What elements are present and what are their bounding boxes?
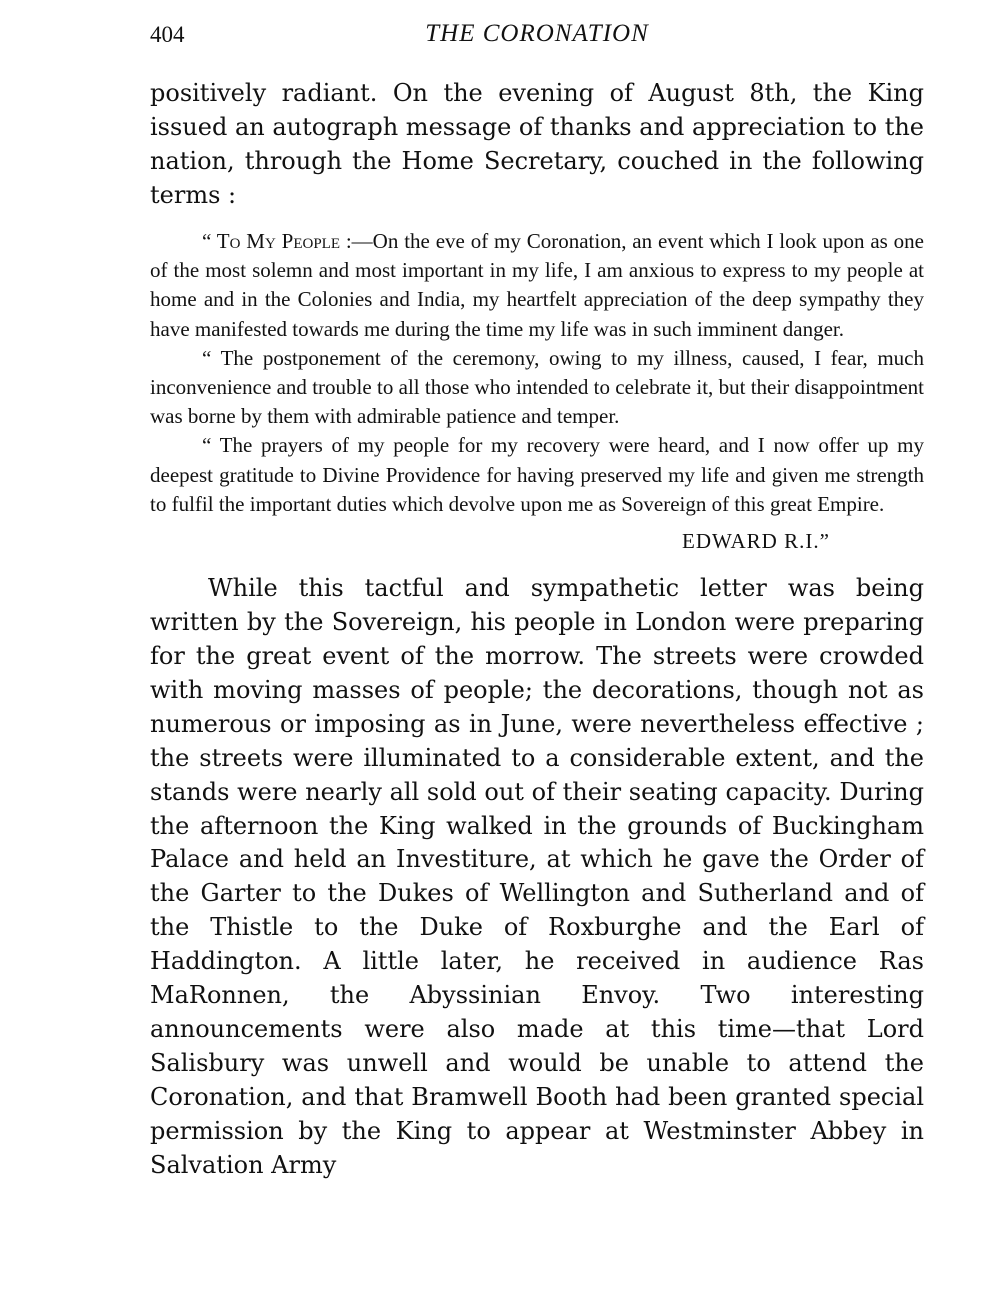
quote-paragraph-1: [150, 227, 924, 344]
running-title: THE CORONATION: [425, 20, 649, 47]
quote-salutation: “ To My People: [202, 229, 340, 253]
intro-paragraph: positively radiant. On the evening of August 8th, the King issued an autograph message of thanks and appreciation to the nation, through the Home Secretary, couched in the following terms :: [150, 79, 924, 209]
quote-paragraph-1-text: :—On the eve of my Coronation, an event which I look upon as one of the most solemn and most important in my life, I am anxious to express to my people at home and in the Colonies and India, my heartfelt appreciation of the deep sympathy they have manifested towards me during the time my life was in such imminent danger.: [150, 229, 925, 341]
body-paragraph: While this tactful and sympathetic letter was being written by the Sovereign, his people in London were preparing for the great event of the morrow. The streets were crowded with moving masses of people; the decorations, though not as numerous or imposing as in June, were nevertheless effective ; the streets were illuminated to a considerable extent, and the stands were nearly all sold out of their seating capacity. During the afternoon the King walked in the grounds of Buckingham Palace and held an Investiture, at which he gave the Order of the Garter to the Dukes of Wellington and Sutherland and of the Thistle to the Duke of Roxburghe and the Earl of Haddington. A little later, he received in audience Ras MaRonnen, the Abyssinian Envoy. Two interesting announcements were also made at this time—that Lord Salisbury was unwell and would be unable to attend the Coronation, and that Bramwell Booth had been granted special permission by the King to appear at Westminster Abbey in Salvation Army: [150, 574, 924, 1179]
kings-message-quote: [150, 227, 924, 556]
book-page: [150, 18, 924, 1183]
quote-paragraph-2: “ The postponement of the ceremony, owing to my illness, caused, I fear, much inconvenience and trouble to all those who intended to celebrate it, but their disappointment was borne by them with admirable patience and temper.: [150, 345, 924, 429]
quote-paragraph-3: “ The prayers of my people for my recovery were heard, and I now offer up my deepest gratitude to Divine Providence for having preserved my life and given me strength to fulfil the important duties which devolve upon me as Sovereign of this great Empire.: [150, 433, 924, 516]
quote-signature: EDWARD R.I.”: [682, 529, 830, 554]
page-number: 404: [150, 22, 185, 47]
running-head: [150, 18, 924, 58]
